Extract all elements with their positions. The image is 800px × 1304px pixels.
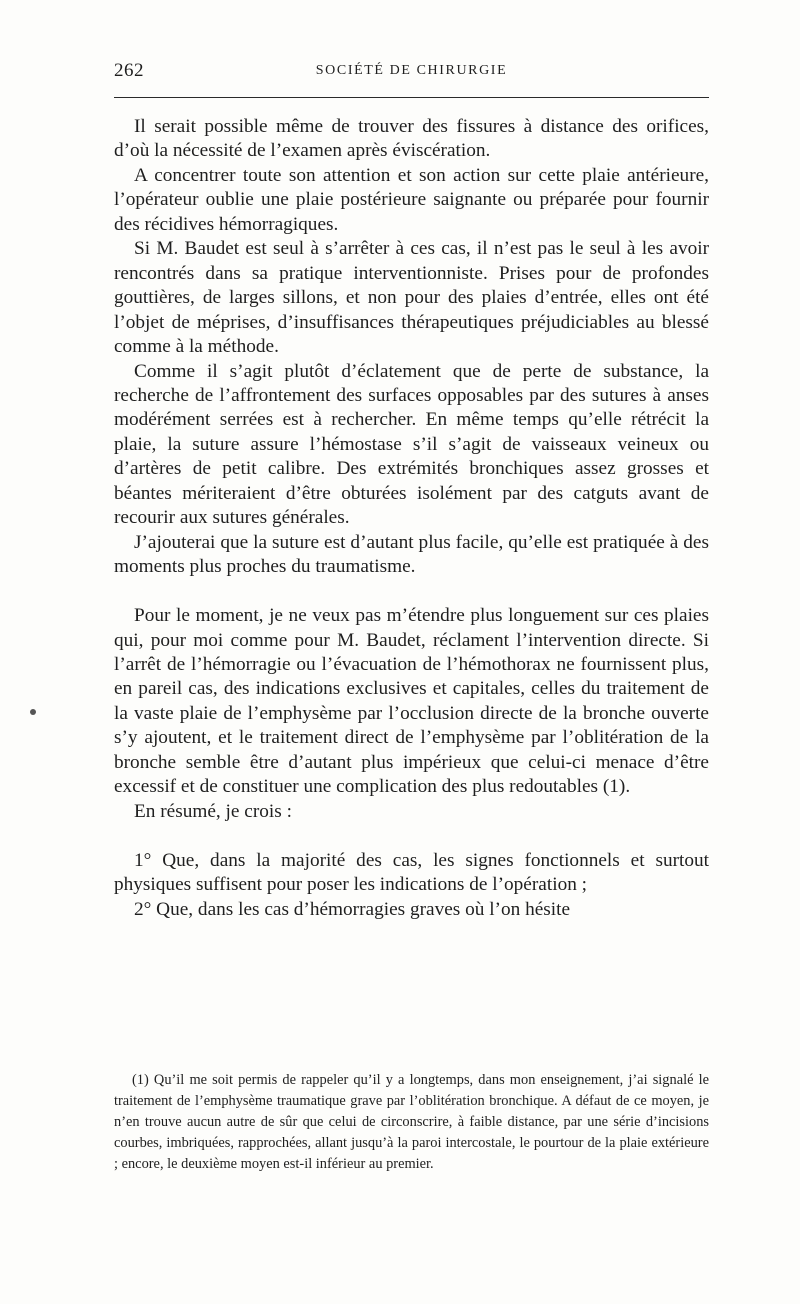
paragraph: Comme il s’agit plutôt d’éclatement que de perte de substance, la recherche de l’affrontement des surfaces opposables par des sutures à anses modérément serrées est à rechercher. En même temps qu’elle rétrécit la plaie, la suture assure l’hémostase s’il s’agit de vaisseaux veineux ou d’artères de petit calibre. Des extrémités bronchiques assez grosses et béantes mériteraient d’être obturées isolément par des catguts avant de recourir aux sutures générales.: [114, 360, 709, 529]
paragraph: A concentrer toute son attention et son action sur cette plaie antérieure, l’opérateur oublie une plaie postérieure saignante ou préparée pour fournir des récidives hémorragiques.: [114, 164, 709, 235]
header-rule: [114, 97, 709, 98]
paragraph: En résumé, je crois :: [134, 800, 292, 822]
paragraph: Si M. Baudet est seul à s’arrêter à ces cas, il n’est pas le seul à les avoir rencontrés dans sa pratique interventionniste. Prises pour de profondes gouttières, de larges sillons, et non pour des plaies d’entrée, elles ont été l’objet de méprises, d’insuffisances thérapeutiques préjudiciables au blessé comme à la méthode.: [114, 238, 709, 358]
paragraph: 2° Que, dans les cas d’hémorragies graves où l’on hésite: [134, 898, 571, 920]
page-header: [114, 56, 709, 88]
paragraph: Pour le moment, je ne veux pas m’étendre plus longuement sur ces plaies qui, pour moi comme pour M. Baudet, réclament l’intervention directe. Si l’arrêt de l’hémorragie ou l’évacuation de l’hémothorax ne fournissent plus, en pareil cas, des indications exclusives et capitales, celles du traitement de la vaste plaie de l’emphysème par l’occlusion directe de la bronche ouverte s’y ajoutent, et le traitement direct de l’emphysème par l’oblitération de la bronche semble être d’autant plus impérieux que celui-ci menace d’être excessif et de constituer une complication des plus redoutables (1).: [114, 605, 709, 798]
page-number: 262: [114, 60, 144, 81]
footnote: (1) Qu’il me soit permis de rappeler qu’il y a longtemps, dans mon enseignement, j’ai signalé le traitement de l’emphysème traumatique grave par l’oblitération bronchique. A défaut de ce moyen, je n’en trouve aucun autre de sûr que celui de circonscrire, à faible distance, par une série d’incisions courbes, imbriquées, rapprochées, allant jusqu’à la paroi intercostale, le pourtour de la plaie extérieure ; encore, le deuxième moyen est-il inférieur au premier.: [114, 1072, 709, 1173]
margin-mark: [30, 709, 36, 715]
running-head: SOCIÉTÉ DE CHIRURGIE: [315, 63, 508, 78]
paragraph: J’ajouterai que la suture est d’autant plus facile, qu’elle est pratiquée à des moments plus proches du traumatisme.: [114, 531, 709, 578]
footnotes: [114, 1070, 709, 1175]
body-text: [114, 115, 709, 922]
paragraph: Il serait possible même de trouver des fissures à distance des orifices, d’où la nécessité de l’examen après éviscération.: [114, 116, 709, 162]
paragraph: 1° Que, dans la majorité des cas, les signes fonctionnels et surtout physiques suffisent pour poser les indications de l’opération ;: [114, 849, 709, 896]
